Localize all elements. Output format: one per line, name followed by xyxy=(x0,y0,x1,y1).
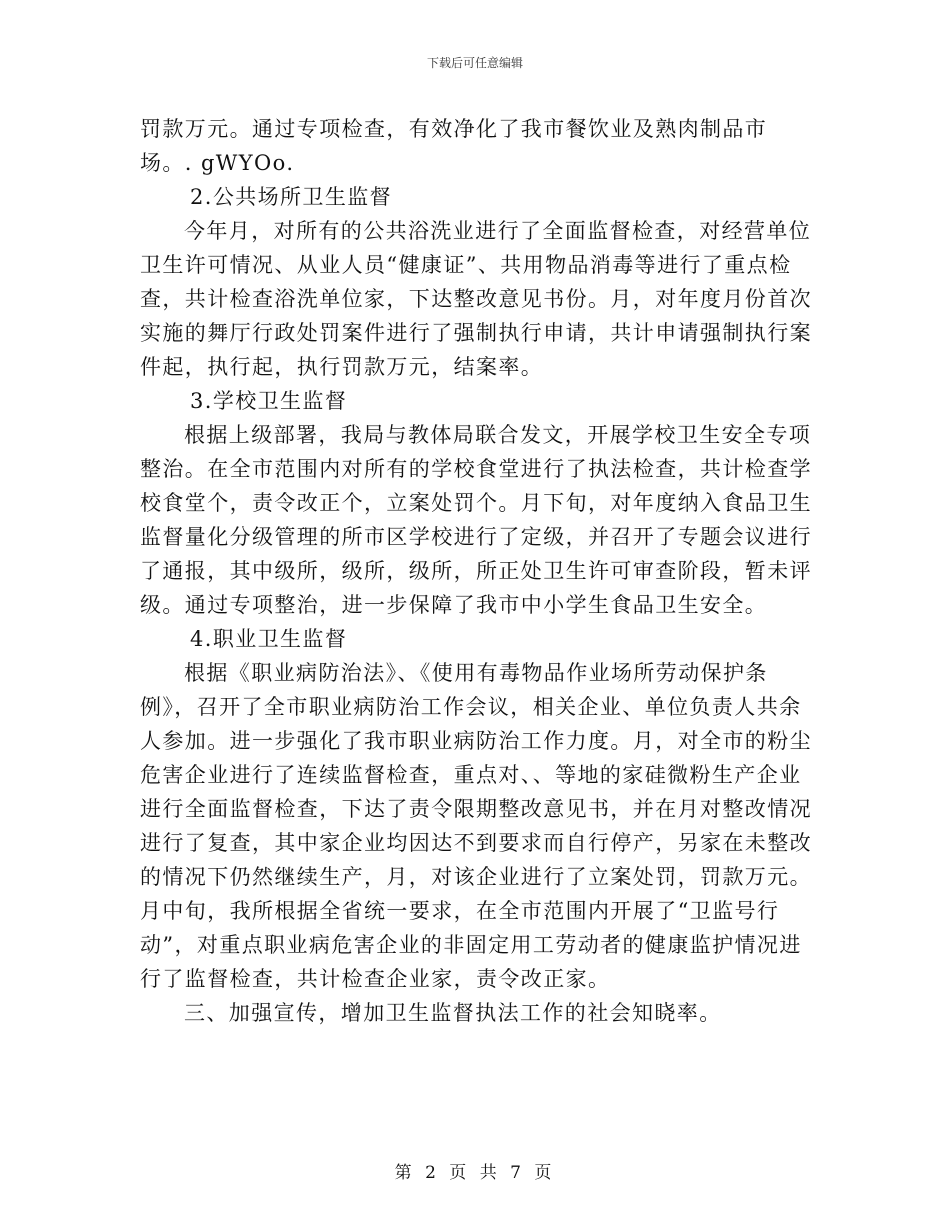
page-header: 下载后可任意编辑 xyxy=(426,56,523,70)
paragraph-line: 罚款万元。通过专项检查，有效净化了我市餐饮业及熟肉制品市 xyxy=(140,117,768,141)
paragraph-line: 了通报，其中级所，级所，级所，所正处卫生许可审查阶段，暂未评 xyxy=(140,559,812,583)
paragraph-line: 查，共计检查浴洗单位家，下达整改意见书份。月，对年度月份首次 xyxy=(140,287,812,311)
paragraph-line: 根据上级部署，我局与教体局联合发文，开展学校卫生安全专项 xyxy=(184,423,812,447)
paragraph-line: 进行了复查，其中家企业均因达不到要求而自行停产，另家在未整改 xyxy=(140,831,812,855)
paragraph-line: 整治。在全市范围内对所有的学校食堂进行了执法检查，共计检查学 xyxy=(140,457,812,481)
paragraph-line: 件起，执行起，执行罚款万元，结案率。 xyxy=(140,355,544,379)
paragraph-line: 危害企业进行了连续监督检查，重点对、、等地的家硅微粉生产企业 xyxy=(140,763,802,787)
paragraph-line: 级。通过专项整治，进一步保障了我市中小学生食品卫生安全。 xyxy=(140,593,768,617)
paragraph-line: 实施的舞厅行政处罚案件进行了强制执行申请，共计申请强制执行案 xyxy=(140,321,812,345)
document-body xyxy=(140,112,815,1030)
section-heading: 三、加强宣传，增加卫生监督执法工作的社会知晓率。 xyxy=(184,1001,722,1025)
paragraph-line: 校食堂个，责令改正个，立案处罚个。月下旬，对年度纳入食品卫生 xyxy=(140,491,812,515)
section-heading: 4.职业卫生监督 xyxy=(190,627,348,651)
paragraph-line: 进行全面监督检查，下达了责令限期整改意见书，并在月对整改情况 xyxy=(140,797,812,821)
paragraph-line: 的情况下仍然继续生产，月，对该企业进行了立案处罚，罚款万元。 xyxy=(140,865,812,889)
section-heading: 3.学校卫生监督 xyxy=(190,389,348,413)
paragraph-line: 监督量化分级管理的所市区学校进行了定级，并召开了专题会议进行 xyxy=(140,525,812,549)
paragraph-line: 人参加。进一步强化了我市职业病防治工作力度。月，对全市的粉尘 xyxy=(140,729,812,753)
paragraph-line: 月中旬，我所根据全省统一要求，在全市范围内开展了“卫监号行 xyxy=(140,899,780,923)
paragraph-line: 今年月，对所有的公共浴洗业进行了全面监督检查，对经营单位 xyxy=(184,219,812,243)
paragraph-line: 卫生许可情况、从业人员“健康证”、共用物品消毒等进行了重点检 xyxy=(140,253,792,277)
paragraph-line: 根据《职业病防治法》、《使用有毒物品作业场所劳动保护条 xyxy=(184,661,768,685)
page-number: 第 2 页 共 7 页 xyxy=(394,1163,556,1183)
paragraph-line: 动”，对重点职业病危害企业的非固定用工劳动者的健康监护情况进 xyxy=(140,933,802,957)
paragraph-line: 场。. gWYOo. xyxy=(140,151,295,175)
paragraph-line: 行了监督检查，共计检查企业家，责令改正家。 xyxy=(140,967,611,991)
section-heading: 2.公共场所卫生监督 xyxy=(190,185,393,209)
paragraph-line: 例》，召开了全市职业病防治工作会议，相关企业、单位负责人共余 xyxy=(140,695,802,719)
